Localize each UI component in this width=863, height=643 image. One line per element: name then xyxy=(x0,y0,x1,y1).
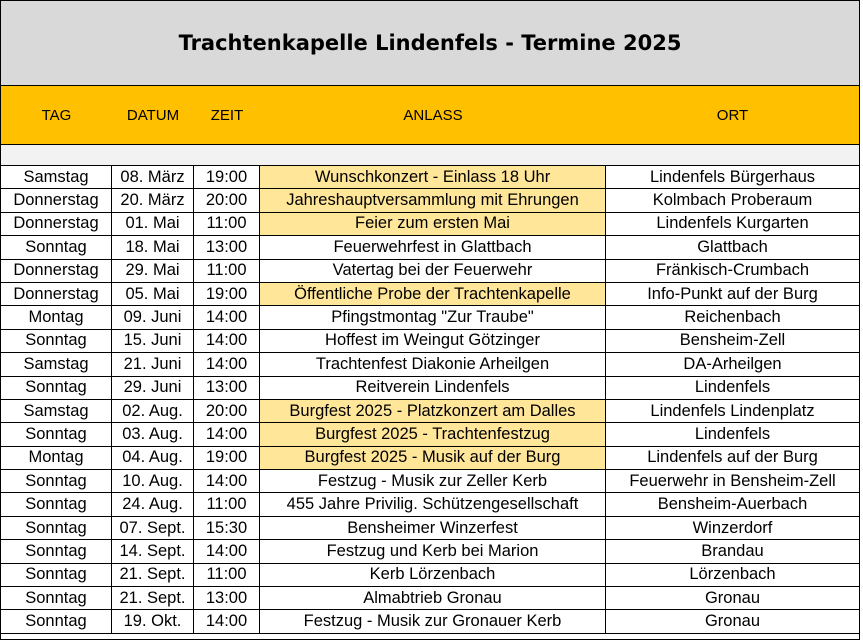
cell-ort: Kolmbach Proberaum xyxy=(652,191,813,210)
cell-tag: Donnerstag xyxy=(1,283,112,305)
table-row xyxy=(1,283,859,306)
table-row xyxy=(1,493,859,516)
cell-ort: Bensheim-Zell xyxy=(679,331,786,350)
cell-anlass: Trachtenfest Diakonie Arheilgen xyxy=(260,353,606,375)
header-datum: DATUM xyxy=(126,106,180,124)
cell-anlass: Feuerwehrfest in Glattbach xyxy=(260,236,606,258)
cell-zeit: 14:00 xyxy=(194,423,260,445)
cell-ort: Reichenbach xyxy=(684,308,781,327)
cell-anlass: Festzug und Kerb bei Marion xyxy=(260,540,606,562)
cell-datum: 09. Juni xyxy=(112,306,194,328)
table-row xyxy=(1,587,859,610)
cell-zeit: 11:00 xyxy=(194,213,260,235)
cell-anlass: Reitverein Lindenfels xyxy=(260,377,606,399)
header-zeit: ZEIT xyxy=(210,106,244,124)
cell-zeit: 13:00 xyxy=(194,236,260,258)
cell-datum: 19. Okt. xyxy=(112,610,194,632)
cell-anlass: 455 Jahre Privilig. Schützengesellschaft xyxy=(260,493,606,515)
cell-tag: Samstag xyxy=(1,166,112,188)
cell-tag: Donnerstag xyxy=(1,189,112,211)
table-row xyxy=(1,423,859,446)
cell-tag: Sonntag xyxy=(1,587,112,609)
cell-anlass: Burgfest 2025 - Trachtenfestzug xyxy=(260,423,606,445)
cell-zeit: 14:00 xyxy=(194,330,260,352)
cell-anlass: Pfingstmontag "Zur Traube" xyxy=(260,306,606,328)
table-row xyxy=(1,517,859,540)
cell-datum: 29. Juni xyxy=(112,377,194,399)
cell-datum: 03. Aug. xyxy=(112,423,194,445)
cell-datum: 21. Sept. xyxy=(112,564,194,586)
table-row xyxy=(1,306,859,329)
cell-zeit: 11:00 xyxy=(194,260,260,282)
table-row xyxy=(1,447,859,470)
table-row xyxy=(1,610,859,633)
header-row xyxy=(1,86,859,145)
cell-zeit: 13:00 xyxy=(194,587,260,609)
cell-datum: 29. Mai xyxy=(112,260,194,282)
cell-ort: Brandau xyxy=(701,541,764,560)
cell-ort: Feuerwehr in Bensheim-Zell xyxy=(629,471,836,490)
cell-tag: Montag xyxy=(1,306,112,328)
cell-ort: Winzerdorf xyxy=(692,518,773,537)
cell-zeit: 19:00 xyxy=(194,447,260,469)
cell-tag: Sonntag xyxy=(1,377,112,399)
cell-ort: Lörzenbach xyxy=(689,565,776,584)
cell-tag: Sonntag xyxy=(1,540,112,562)
cell-datum: 24. Aug. xyxy=(112,493,194,515)
cell-ort: Glattbach xyxy=(697,237,768,256)
cell-tag: Sonntag xyxy=(1,470,112,492)
cell-anlass: Hoffest im Weingut Götzinger xyxy=(260,330,606,352)
cell-anlass: Öffentliche Probe der Trachtenkapelle xyxy=(260,283,606,305)
event-table-body xyxy=(1,166,859,634)
cell-datum: 21. Juni xyxy=(112,353,194,375)
table-row xyxy=(1,470,859,493)
cell-ort: Info-Punkt auf der Burg xyxy=(647,284,818,303)
cell-zeit: 11:00 xyxy=(194,493,260,515)
cell-ort: Bensheim-Auerbach xyxy=(657,495,808,514)
table-row xyxy=(1,400,859,423)
cell-ort: Lindenfels Lindenplatz xyxy=(650,401,815,420)
cell-datum: 21. Sept. xyxy=(112,587,194,609)
cell-anlass: Festzug - Musik zur Gronauer Kerb xyxy=(260,610,606,632)
cell-datum: 04. Aug. xyxy=(112,447,194,469)
cell-zeit: 13:00 xyxy=(194,377,260,399)
header-ort: ORT xyxy=(716,106,749,124)
cell-zeit: 19:00 xyxy=(194,283,260,305)
cell-tag: Sonntag xyxy=(1,517,112,539)
cell-anlass: Vatertag bei der Feuerwehr xyxy=(260,260,606,282)
table-row xyxy=(1,540,859,563)
header-tag: TAG xyxy=(41,106,72,124)
cell-zeit: 20:00 xyxy=(194,189,260,211)
table-row xyxy=(1,377,859,400)
cell-tag: Donnerstag xyxy=(1,213,112,235)
spacer-row xyxy=(1,145,859,166)
cell-ort: Lindenfels xyxy=(694,424,771,443)
table-row xyxy=(1,166,859,189)
table-row xyxy=(1,213,859,236)
cell-ort: Lindenfels xyxy=(694,378,771,397)
cell-tag: Sonntag xyxy=(1,610,112,632)
cell-datum: 05. Mai xyxy=(112,283,194,305)
cell-ort: Gronau xyxy=(704,588,761,607)
cell-datum: 18. Mai xyxy=(112,236,194,258)
table-row xyxy=(1,330,859,353)
cell-anlass: Festzug - Musik zur Zeller Kerb xyxy=(260,470,606,492)
cell-ort: Lindenfels Kurgarten xyxy=(656,214,809,233)
cell-ort: Fränkisch-Crumbach xyxy=(655,261,810,280)
table-row xyxy=(1,353,859,376)
cell-anlass: Burgfest 2025 - Platzkonzert am Dalles xyxy=(260,400,606,422)
cell-anlass: Jahreshauptversammlung mit Ehrungen xyxy=(260,189,606,211)
cell-datum: 01. Mai xyxy=(112,213,194,235)
cell-zeit: 20:00 xyxy=(194,400,260,422)
cell-tag: Sonntag xyxy=(1,330,112,352)
cell-datum: 08. März xyxy=(112,166,194,188)
cell-zeit: 15:30 xyxy=(194,517,260,539)
cell-tag: Samstag xyxy=(1,353,112,375)
cell-tag: Samstag xyxy=(1,400,112,422)
table-row xyxy=(1,189,859,212)
cell-datum: 02. Aug. xyxy=(112,400,194,422)
cell-ort: Lindenfels Bürgerhaus xyxy=(649,167,816,186)
cell-zeit: 14:00 xyxy=(194,610,260,632)
table-row xyxy=(1,260,859,283)
page-title: Trachtenkapelle Lindenfels - Termine 2025 xyxy=(178,31,682,55)
cell-tag: Donnerstag xyxy=(1,260,112,282)
title-bar xyxy=(1,1,859,86)
cell-anlass: Bensheimer Winzerfest xyxy=(260,517,606,539)
cell-datum: 20. März xyxy=(112,189,194,211)
table-row xyxy=(1,236,859,259)
cell-anlass: Wunschkonzert - Einlass 18 Uhr xyxy=(260,166,606,188)
cell-anlass: Almabtrieb Gronau xyxy=(260,587,606,609)
cell-tag: Sonntag xyxy=(1,423,112,445)
cell-zeit: 19:00 xyxy=(194,166,260,188)
cell-tag: Montag xyxy=(1,447,112,469)
cell-zeit: 14:00 xyxy=(194,470,260,492)
cell-ort: DA-Arheilgen xyxy=(683,354,782,373)
cell-tag: Sonntag xyxy=(1,236,112,258)
cell-datum: 07. Sept. xyxy=(112,517,194,539)
cell-zeit: 14:00 xyxy=(194,353,260,375)
cell-zeit: 11:00 xyxy=(194,564,260,586)
cell-ort: Lindenfels auf der Burg xyxy=(647,448,818,467)
cell-zeit: 14:00 xyxy=(194,540,260,562)
cell-datum: 10. Aug. xyxy=(112,470,194,492)
header-anlass: ANLASS xyxy=(403,106,463,124)
cell-anlass: Burgfest 2025 - Musik auf der Burg xyxy=(260,447,606,469)
cell-ort: Gronau xyxy=(704,612,761,631)
cell-datum: 14. Sept. xyxy=(112,540,194,562)
cell-anlass: Feier zum ersten Mai xyxy=(260,213,606,235)
table-row xyxy=(1,564,859,587)
cell-tag: Sonntag xyxy=(1,564,112,586)
cell-tag: Sonntag xyxy=(1,493,112,515)
cell-anlass: Kerb Lörzenbach xyxy=(260,564,606,586)
cell-zeit: 14:00 xyxy=(194,306,260,328)
cell-datum: 15. Juni xyxy=(112,330,194,352)
